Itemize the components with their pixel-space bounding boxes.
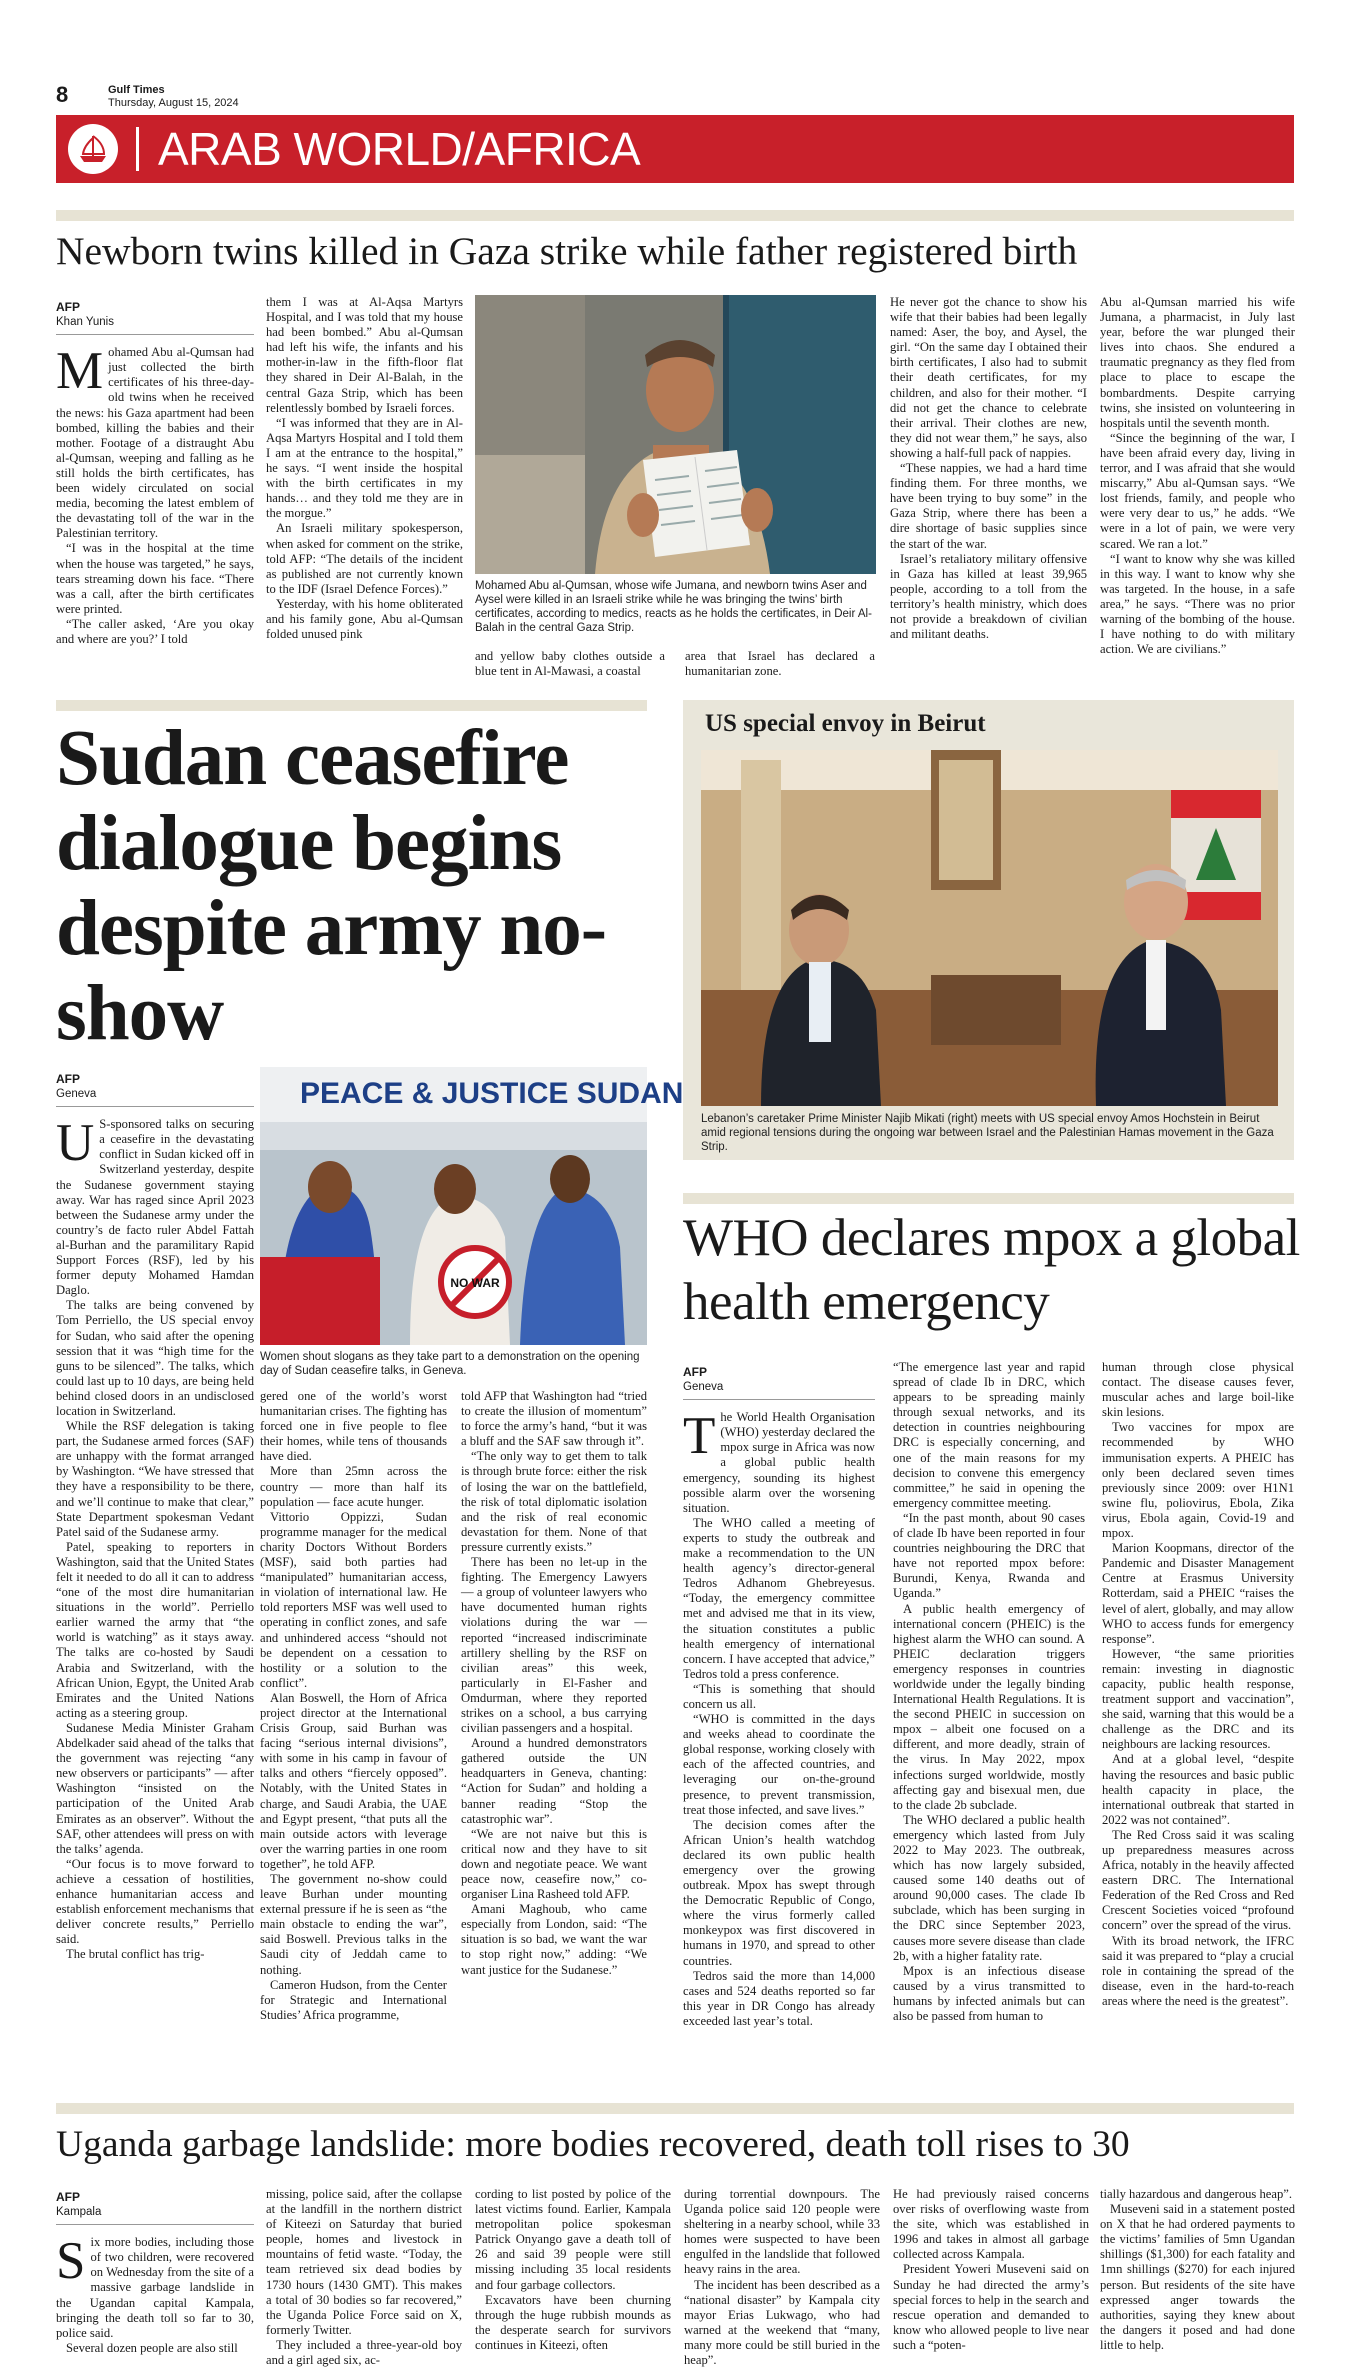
paragraph: Around a hundred demonstrators gathered outside the UN headquarters in Geneva, chanting: “Action for Sudan” and holding a banner reading “Stop the catastrophic war”. xyxy=(461,1736,647,1826)
paragraph: “In the past month, about 90 cases of clade Ib have been reported in four countries neighbouring the DRC that have not reported mpox before: Burundi, Kenya, Rwanda and Uganda.” xyxy=(893,1510,1085,1601)
gaza-column-5 xyxy=(1100,295,1295,680)
dateline-location: Geneva xyxy=(56,1087,254,1107)
paragraph: Tedros said the more than 14,000 cases and 524 deaths reported so far this year in DR Congo has already exceeded last year’s total. xyxy=(683,1968,875,2028)
paragraph: cording to list posted by police of the latest victims found. Earlier, Kampala metropolitan police spokesman Patrick Onyango gave a death toll of 26 and said 39 people were still missing including 35 local residents and four garbage collectors. xyxy=(475,2187,671,2292)
who-column-2 xyxy=(893,1360,1085,2080)
publication-name: Gulf Times xyxy=(108,84,165,96)
paragraph: A public health emergency of international concern (PHEIC) is the highest alarm the WHO can sound. A PHEIC declaration triggers emergency responses in countries worldwide under the legally binding International Health Regulations. It is the second PHEIC in succession on mpox – albeit one focused on a different, and more deadly, strain of the virus. In May 2022, mpox infections surged worldwide, mostly affecting gay and bisexual men, due to the clade 2b subclade. xyxy=(893,1601,1085,1812)
paragraph: “The only way to get them to talk is through brute force: either the risk of losing the war on the battlefield, the risk of total diplomatic isolation and the risk of real economic devastation for them. None of that pressure currently exists.” xyxy=(461,1449,647,1554)
paragraph: And at a global level, “despite having the resources and basic public health capacity in place, the international outbreak that started in 2022 was not contained”. xyxy=(1102,1752,1294,1827)
paragraph: There has been no let-up in the fighting. The Emergency Lawyers — a group of volunteer lawyers who have documented human rights violations during the war — reported “increased indiscriminate artillery shelling by the RSF on civilian areas” this week, particularly in El-Fasher and Omdurman, where they reported strikes on a school, a bus carrying civilian passengers and a hospital. xyxy=(461,1555,647,1736)
paragraph: More than 25mn across the country — more than half its population — face acute hunger. xyxy=(260,1464,447,1509)
paragraph: The Red Cross said it was scaling up preparedness measures across Africa, notably in the heavily affected eastern DRC. The International Federation of the Red Cross and Red Crescent Societies voiced “profound concern” over the spread of the virus. xyxy=(1102,1827,1294,1933)
sudan-photo-caption: Women shout slogans as they take part to a demonstration on the opening day of Sudan ceasefire talks, in Geneva. xyxy=(260,1351,640,1377)
paragraph: “WHO is committed in the days and weeks ahead to coordinate the global response, working closely with each of the affected countries, and leveraging our on-the-ground presence, to prevent transmission, treat those infected, and save lives.” xyxy=(683,1712,875,1817)
paragraph: Abu al-Qumsan married his wife Jumana, a pharmacist, in July last year, before the war plunged their lives into chaos. She endured a traumatic pregnancy as they fled from place to place to escape the bombardments. Despite carrying twins, she insisted on volunteering in hospitals until the seventh month. xyxy=(1100,295,1295,430)
paragraph: Sudanese Media Minister Graham Abdelkader said ahead of the talks that the government was rejecting “any new observers or participants” — after Washington “insisted on the participation of the United Arab Emirates as an observer”. Without the SAF, other attendees will press on with the talks’ agenda. xyxy=(56,1720,254,1856)
uganda-column-5 xyxy=(893,2187,1089,2355)
paragraph: “This is something that should concern us all. xyxy=(683,1681,875,1711)
dhow-boat-icon xyxy=(68,124,118,174)
dateline-source: AFP xyxy=(683,1365,707,1379)
dateline-source: AFP xyxy=(56,2190,80,2204)
paragraph: Marion Koopmans, director of the Pandemic and Disaster Management Centre at Erasmus University Rotterdam, said a PHEIC “raises the level of alert, globally, and may allow WHO to access funds for emergency response”. xyxy=(1102,1541,1294,1646)
paragraph: told AFP that Washington had “tried to create the illusion of momentum” to force the army’s hand, “but it was a bluff and the SAF saw through it”. xyxy=(461,1389,647,1449)
paragraph: “Our focus is to move forward to achieve a cessation of hostilities, enhance humanitarian access and establish enforcement mechanisms that deliver concrete results,” Perriello said. xyxy=(56,1856,254,1947)
gaza-photo-caption: Mohamed Abu al-Qumsan, whose wife Jumana, and newborn twins Aser and Aysel were killed in an Israeli strike while he was bringing the twins’ birth certificates, according to medics, reacts as he holds the certificates, in Deir Al-Balah in the central Gaza Strip. xyxy=(475,580,872,634)
dateline-location: Khan Yunis xyxy=(56,315,254,335)
gaza-under-photo-b: area that Israel has declared a humanitarian zone. xyxy=(685,649,875,679)
paragraph: “We are not naive but this is critical now and they have to sit down and negotiate peace. We want peace now, ceasefire now,” co-organiser Lina Rasheed told AFP. xyxy=(461,1826,647,1902)
who-column-3 xyxy=(1102,1360,1294,2080)
uganda-column-2 xyxy=(266,2187,462,2368)
uganda-column-4 xyxy=(684,2187,880,2368)
paragraph: Vittorio Oppizzi, Sudan programme manager for the medical charity Doctors Without Borders (MSF), said both parties had “manipulated” humanitarian access, in violation of international law. He told reporters MSF was well used to operating in conflict zones, and safe and unhindered access “should not be dependent on a cessation to hostility or a solution to the conflict”. xyxy=(260,1509,447,1690)
banner-text: PEACE & JUSTICE SUDAN xyxy=(300,1077,684,1110)
paragraph: The talks are being convened by Tom Perriello, the US special envoy for Sudan, who said after the opening session that it was “high time for the guns to be silenced”. The talks, which could last up to 10 days, are being held behind closed doors in an undisclosed location in Switzerland. xyxy=(56,1298,254,1418)
paragraph: The government no-show could leave Burhan under mounting external pressure if he is seen as “the main obstacle to ending the war”, said Boswell. Previous talks in the Saudi city of Jeddah came to nothing. xyxy=(260,1872,447,1977)
story-rule xyxy=(56,700,647,711)
sudan-column-2 xyxy=(260,1389,447,2079)
paragraph: The brutal conflict has trig- xyxy=(66,1947,205,1962)
envoy-title: US special envoy in Beirut xyxy=(705,710,986,737)
story-rule xyxy=(683,1193,1294,1204)
page-number: 8 xyxy=(56,82,69,107)
drop-cap: U xyxy=(56,1114,95,1173)
paragraph: He never got the chance to show his wife that their babies had been legally named: Aser, the boy, and Aysel, the girl. “On the same day I obtained their birth certificates, I also had to submit their death certificates, for my children, and also for their mother. “I did not get the chance to celebrate their arrival. Their clothes are new, they did not wear them,” he says, also showing a half-full pack of nappies. xyxy=(890,295,1087,460)
paragraph: Yesterday, with his home obliterated and his family gone, Abu al-Qumsan folded unused pink xyxy=(266,596,463,642)
paragraph: S-sponsored talks on securing a ceasefire in the devastating conflict in Sudan kicked off in Switzerland yesterday, despite the Sudanese government staying away. War has raged since April 2023 between the Sudanese army under the country’s de facto ruler Abdel Fattah al-Burhan and the paramilitary Rapid Support Forces (RSF), led by his former deputy Mohamed Hamdan Daglo. xyxy=(56,1117,254,1298)
who-headline: WHO declares mpox a global health emergency xyxy=(683,1209,1300,1331)
paragraph: ohamed Abu al-Qumsan had just collected the birth certificates of his three-day-old twins when he received the news: his Gaza apartment had been bombed, killing the babies and their mother. Footage of a distraught Abu al-Qumsan, weeping and falling as he still holds the birth certificates, has been widely circulated on social media, becoming the latest emblem of the devastating toll of the war in the Palestinian territory. xyxy=(56,345,254,541)
paragraph: An Israeli military spokesperson, when asked for comment on the strike, told AFP: “The details of the incident as published are not currently known to the IDF (Israel Defence Forces).” xyxy=(266,521,463,596)
envoy-photo-box xyxy=(683,700,1294,1160)
paragraph: Several dozen people are also still xyxy=(66,2340,238,2355)
gaza-column-2 xyxy=(266,295,463,680)
drop-cap: T xyxy=(683,1407,716,1466)
paragraph: Mpox is an infectious disease caused by a virus transmitted to humans by infected animals but can also be passed from human to xyxy=(893,1963,1085,2024)
paragraph: missing, police said, after the collapse at the landfill in the northern district of Kiteezi on Saturday that buried people, homes and livestock in mountains of fetid waste. “Today, the team retrieved six dead bodies by 1730 hours (1430 GMT). This makes a total of 30 bodies so far recovered,” the Uganda Police Force said on X, formerly Twitter. xyxy=(266,2187,462,2337)
paragraph: The WHO called a meeting of experts to study the outbreak and make a recommendation to the UN health agency’s director-general Tedros Adhanom Ghebreyesus. “Today, the emergency committee met and advised me that in its view, the situation constitutes a public health emergency of international concern. I have accepted that advice,” Tedros told a press conference. xyxy=(683,1515,875,1681)
paragraph: tially hazardous and dangerous heap”. xyxy=(1100,2187,1292,2201)
paragraph: ix more bodies, including those of two children, were recovered on Wednesday from the site of a massive garbage landslide in the Ugandan capital Kampala, bringing the death toll so far to 30, police said. xyxy=(56,2235,254,2340)
paragraph: “I want to know why she was killed in this way. I want to know why she was targeted. In the house, in a safe area,” he says. “There was no prior warning of the bombing of the house. I have nothing to do with military action. We are civilians.” xyxy=(1100,551,1295,657)
sign-text: NO WAR xyxy=(450,1276,500,1290)
paragraph: The incident has been described as a “national disaster” by Kampala city mayor Erias Lukwago, who had warned at the weekend that “many, many more could be still buried in the heap”. xyxy=(684,2277,880,2368)
envoy-photo-caption: Lebanon’s caretaker Prime Minister Najib Mikati (right) meets with US special envoy Amos Hochstein in Beirut amid regional tensions during the ongoing war between Israel and the Palestinian Hamas movement in the Gaza Strip. xyxy=(701,1113,1274,1153)
paragraph: However, “the same priorities remain: investing in diagnostic capacity, public health response, treatment support and vaccination”, she said, warning that this would be a challenge as the DRC and its neighbours are lacking resources. xyxy=(1102,1646,1294,1752)
sudan-column-1 xyxy=(56,1072,254,2078)
paragraph: during torrential downpours. The Uganda police said 120 people were sheltering in a nearby school, while 33 homes were suspected to have been engulfed in the landslide that followed heavy rains in the area. xyxy=(684,2187,880,2277)
gaza-column-1 xyxy=(56,300,254,680)
dateline-source: AFP xyxy=(56,300,80,314)
story-rule xyxy=(56,2103,1294,2114)
paragraph: Alan Boswell, the Horn of Africa project director at the International Crisis Group, said Burhan was facing “serious internal divisions”, with some in his camp in favour of talks and others “fiercely opposed”. Notably, with the United States in charge, and Saudi Arabia, the UAE and Egypt present, “that puts all the main outside actors with leverage over the warring parties in one room together”, he told AFP. xyxy=(260,1690,447,1871)
sudan-column-3 xyxy=(461,1389,647,2079)
sudan-photo xyxy=(260,1067,684,1345)
paragraph: While the RSF delegation is taking part, the Sudanese armed forces (SAF) are unhappy with the format arranged by Washington. “We have stressed that they have a responsibility to be there, and we’ll continue to make that clear,” State Department spokesman Vedant Patel said of the Sudanese army. xyxy=(56,1419,254,1539)
uganda-column-3 xyxy=(475,2187,671,2355)
paragraph: Amani Maghoub, who came especially from London, said: “The situation is so bad, we want the war to stop right now,” adding: “We want justice for the Sudanese.” xyxy=(461,1902,647,1977)
paragraph: The WHO declared a public health emergency which lasted from July 2022 to May 2023. The outbreak, which has now largely subsided, caused some 140 deaths out of around 90,000 cases. The clade Ib subclade, which has been surging in the DRC since September 2023, causes more severe disease than clade 2b, with a higher fatality rate. xyxy=(893,1812,1085,1963)
paragraph: Cameron Hudson, from the Center for Strategic and International Studies’ Africa programme, xyxy=(260,1977,447,2022)
paragraph: Israel’s retaliatory military offensive in Gaza has killed at least 39,965 people, according to a toll from the territory’s health ministry, which does not provide a breakdown of civilian and militant deaths. xyxy=(890,551,1087,642)
paragraph: Museveni said in a statement posted on X that he had ordered payments to the victims’ families of 5mn Ugandan shillings ($1,300) for each fatality and 1mn shillings ($270) for each injured person. But residents of the site have expressed anger towards the authorities, saying they knew about the dangers it posed and had done little to help. xyxy=(1100,2202,1295,2352)
paragraph: human through close physical contact. The disease causes fever, muscular aches and large boil-like skin lesions. xyxy=(1102,1360,1294,1420)
paragraph: “Since the beginning of the war, I have been afraid every day, living in terror, and I was afraid that she would miscarry,” Abu al-Qumsan says. “We lost friends, family, and people who were very dear to us,” he adds. “We were in a lot of pain, we were very scared. We ran a lot.” xyxy=(1100,430,1295,551)
who-column-1 xyxy=(683,1365,875,2080)
story-rule xyxy=(56,210,1294,221)
paragraph: them I was at Al-Aqsa Martyrs Hospital, and I was told that my house had been bombed.” Abu al-Qumsan had left his wife, the infants and his mother-in-law in the fifth-floor flat they shared in Deir Al-Balah, in the central Gaza Strip, which has been relentlessly bombed by Israeli forces. xyxy=(266,295,463,415)
paragraph: he World Health Organisation (WHO) yesterday declared the mpox surge in Africa was now a global public health emergency, sounding its highest possible alarm over the worsening situation. xyxy=(683,1410,875,1515)
section-title: ARAB WORLD/AFRICA xyxy=(158,123,641,175)
uganda-column-1 xyxy=(56,2190,254,2355)
drop-cap: M xyxy=(56,342,104,401)
uganda-headline: Uganda garbage landslide: more bodies recovered, death toll rises to 30 xyxy=(56,2124,1130,2165)
sudan-headline: Sudan ceasefire dialogue begins despite army no-show xyxy=(56,715,607,1057)
paragraph: He had previously raised concerns over risks of overflowing waste from the site, which was established in 1996 and takes in almost all garbage collected across Kampala. xyxy=(893,2187,1089,2262)
paragraph: “I was informed that they are in Al-Aqsa Martyrs Hospital and I told them I am at the entrance to the hospital,” he says. “I went inside the hospital with the birth certificates in my hands… and they told me they are in the morgue.” xyxy=(266,415,463,521)
banner-divider xyxy=(136,127,139,171)
uganda-column-6 xyxy=(1100,2187,1295,2355)
gaza-under-photo-a: and yellow baby clothes outside a blue tent in Al-Mawasi, a coastal xyxy=(475,649,665,679)
drop-cap: S xyxy=(56,2232,86,2291)
dateline-location: Geneva xyxy=(683,1380,875,1400)
gaza-photo xyxy=(475,295,876,574)
paragraph: “I was in the hospital at the time when the house was targeted,” he says, tears streaming down his face. “There was a call, after the birth certificates were printed. xyxy=(56,541,254,616)
section-banner xyxy=(56,115,1294,183)
paragraph: With its broad network, the IFRC said it was prepared to “play a crucial role in containing the spread of the disease, even in the hard-to-reach areas where the need is the greatest”. xyxy=(1102,1933,1294,2008)
dateline-source: AFP xyxy=(56,1072,80,1086)
paragraph: They included a three-year-old boy and a girl aged six, ac- xyxy=(266,2337,462,2368)
paragraph: Excavators have been churning through the huge rubbish mounds as the desperate search for survivors continues in Kiteezi, often xyxy=(475,2292,671,2352)
issue-date: Thursday, August 15, 2024 xyxy=(108,97,239,109)
paragraph: “The emergence last year and rapid spread of clade Ib in DRC, which appears to be spreading mainly through sexual networks, and its detection in countries neighbouring DRC is especially concerning, and one of the main reasons for my decision to convene this emergency committee,” he said in opening the emergency committee meeting. xyxy=(893,1360,1085,1510)
paragraph: President Yoweri Museveni said on Sunday he had directed the army’s special forces to help in the search and rescue operation and demanded to know who allowed people to live near such a “poten- xyxy=(893,2262,1089,2352)
paragraph: The decision comes after the African Union’s health watchdog declared its own public health emergency over the growing outbreak. Mpox has swept through the Democratic Republic of Congo, where the virus formerly called monkeypox was first discovered in humans in 1970, and spread to other countries. xyxy=(683,1817,875,1968)
envoy-photo xyxy=(701,750,1278,1106)
paragraph: “The caller asked, ‘Are you okay and where are you?’ I told xyxy=(56,616,254,646)
gaza-headline: Newborn twins killed in Gaza strike while father registered birth xyxy=(56,229,1078,273)
paragraph: Two vaccines for mpox are recommended by WHO immunisation experts. A PHEIC has only been declared seven times previously since 2009: over H1N1 swine flu, poliovirus, Ebola, Zika virus, Ebola again, Covid-19 and mpox. xyxy=(1102,1420,1294,1541)
dateline-location: Kampala xyxy=(56,2205,254,2225)
paragraph: gered one of the world’s worst humanitarian crises. The fighting has forced one in five people to flee their homes, while tens of thousands have died. xyxy=(260,1389,447,1464)
gaza-column-4 xyxy=(890,295,1087,680)
paragraph: “These nappies, we had a hard time finding them. For three months, we have been trying to buy some” in the Gaza Strip, where there has been a dire shortage of basic supplies since the start of the war. xyxy=(890,461,1087,551)
paragraph: Patel, speaking to reporters in Washington, said that the United States felt it needed to do all it can to address “one of the most dire humanitarian situations in the world”. Perriello earlier warned the army that “the world is watching” as it stays away. The talks are co-hosted by Saudi Arabia and Switzerland, with the African Union, Egypt, the United Arab Emirates and the United Nations acting as a steering group. xyxy=(56,1539,254,1720)
